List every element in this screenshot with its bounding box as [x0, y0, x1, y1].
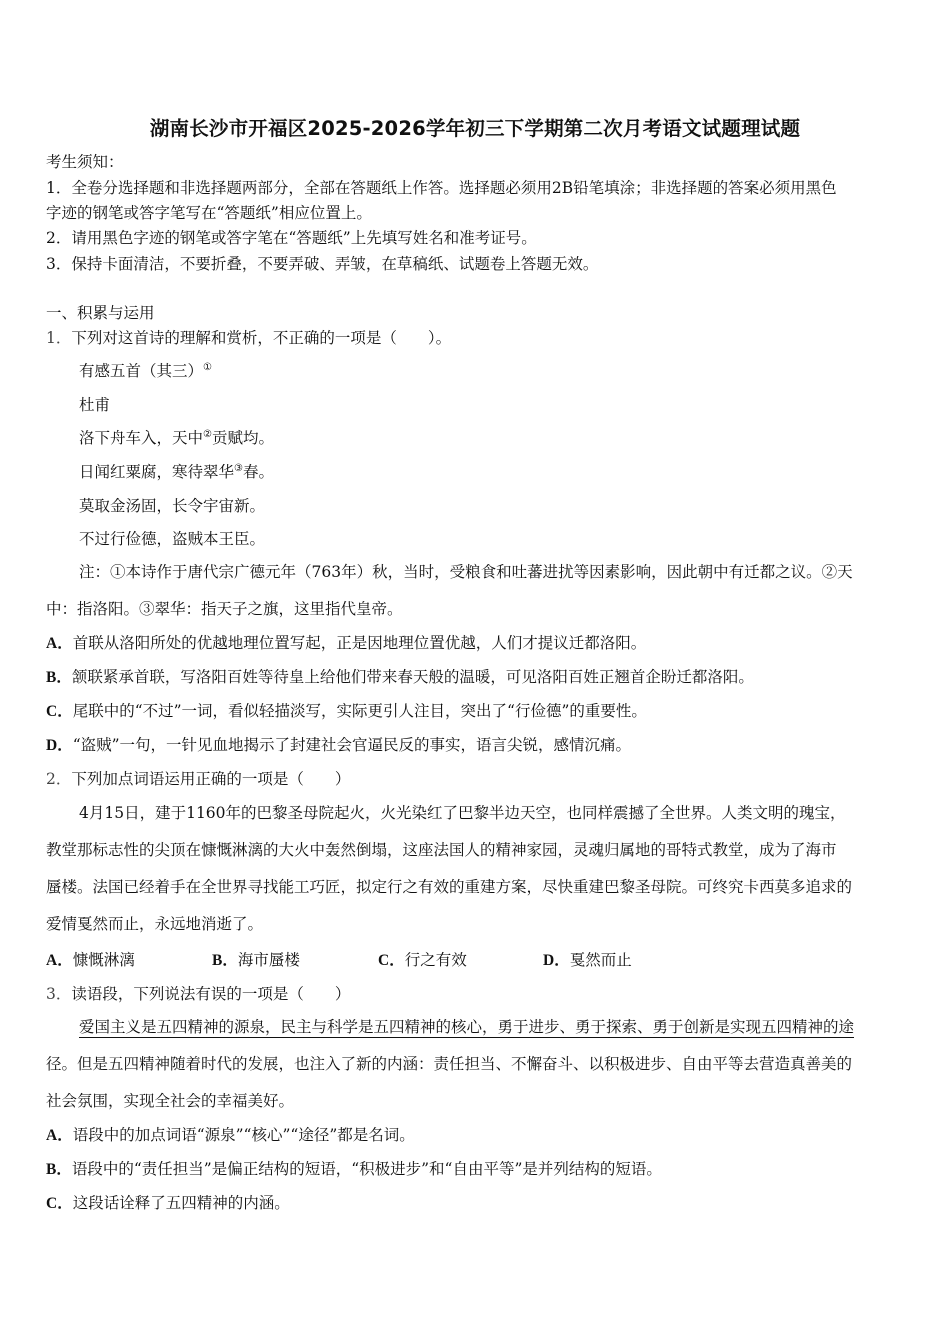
- question-text: 读语段，下列说法有误的一项是（ ）: [71, 985, 351, 1003]
- option-letter: B．: [46, 1161, 72, 1178]
- poem-line: 不过行俭德，盗贼本王臣。: [79, 530, 266, 548]
- option-letter: D．: [543, 952, 570, 969]
- poem-line: [79, 429, 274, 448]
- question-stem: [46, 770, 350, 789]
- passage-line: 教堂那标志性的尖顶在慷慨淋漓的大火中轰然倒塌，这座法国人的精神家园，灵魂归属地的哥特式教堂，成为了海市: [46, 841, 837, 859]
- option-letter: C．: [378, 952, 405, 969]
- underlined-clause: 民主与科学是五四精神的核心，: [280, 1018, 498, 1036]
- passage-line: 径。但是五四精神随着时代的发展，也注入了新的内涵：责任担当、不懈奋斗、以积极进步、自由平等去营造真善美的: [46, 1055, 853, 1073]
- option-text: 海市蜃楼: [237, 951, 300, 969]
- answer-option-d[interactable]: [543, 951, 632, 971]
- option-text: 语段中的“责任担当”是偏正结构的短语，“积极进步”和“自由平等”是并列结构的短语。: [71, 1160, 662, 1178]
- passage-line: 4月15日，建于1160年的巴黎圣母院起火，火光染红了巴黎半边天空，也同样震撼了全世界。人类文明的瑰宝，: [79, 804, 846, 822]
- passage-line: 蜃楼。法国已经着手在全世界寻找能工巧匠，拟定行之有效的重建方案，尽快重建巴黎圣母院。可终究卡西莫多追求的: [46, 878, 853, 896]
- poem-title: [79, 362, 212, 381]
- section-heading: 一、积累与运用: [46, 304, 155, 322]
- question-number: 1．: [46, 329, 72, 347]
- footnote-mark: ②: [203, 428, 212, 440]
- answer-option-b[interactable]: [46, 1160, 662, 1180]
- underlined-clause: 爱国主义是五四精神的源泉，: [79, 1018, 281, 1036]
- poem-line-text: 日闻红粟腐，寒待翠华: [79, 463, 235, 481]
- notice-item: 2．请用黑色字迹的钢笔或答字笔在“答题纸”上先填写姓名和准考证号。: [46, 229, 537, 247]
- footnote-mark: ③: [234, 462, 243, 474]
- option-text: 尾联中的“不过”一词，看似轻描淡写，实际更引人注目，突出了“行俭德”的重要性。: [72, 702, 647, 720]
- answer-option-a[interactable]: [46, 1126, 415, 1146]
- poem-note: 中：指洛阳。③翠华：指天子之旗，这里指代皇帝。: [46, 600, 403, 618]
- option-letter: C．: [46, 1195, 73, 1212]
- underlined-clause: 勇于进步、勇于探索、勇于创新是实现五四精神的途: [497, 1018, 855, 1036]
- answer-option-d[interactable]: [46, 736, 631, 756]
- notice-item: 字迹的钢笔或答字笔写在“答题纸”相应位置上。: [46, 204, 372, 222]
- option-text: 慷慨淋漓: [72, 951, 135, 969]
- option-text: 戛然而止: [569, 951, 632, 969]
- notice-item: 3．保持卡面清洁，不要折叠，不要弄破、弄皱，在草稿纸、试题卷上答题无效。: [46, 255, 599, 273]
- answer-option-c[interactable]: [378, 951, 467, 971]
- answer-option-b[interactable]: [46, 668, 754, 688]
- option-text: “盗贼”一句，一针见血地揭示了封建社会官逼民反的事实，语言尖锐，感情沉痛。: [72, 736, 632, 754]
- answer-option-a[interactable]: [46, 951, 135, 971]
- option-letter: A．: [46, 635, 73, 652]
- poem-author: 杜甫: [79, 396, 111, 414]
- question-text: 下列加点词语运用正确的一项是（ ）: [71, 770, 351, 788]
- question-stem: [46, 985, 350, 1004]
- option-letter: A．: [46, 952, 73, 969]
- question-text: 下列对这首诗的理解和赏析，不正确的一项是（ ）。: [71, 329, 452, 347]
- passage-line: 爱情戛然而止，永远地消逝了。: [46, 915, 264, 933]
- answer-option-c[interactable]: [46, 702, 647, 722]
- poem-line-text: 贡赋均。: [211, 429, 274, 447]
- exam-title: 湖南长沙市开福区2025-2026学年初三下学期第二次月考语文试题理试题: [149, 117, 801, 140]
- poem-line-text: 洛下舟车入，天中: [79, 429, 204, 447]
- notice-heading: 考生须知：: [46, 153, 124, 171]
- question-stem: [46, 329, 451, 348]
- option-text: 这段话诠释了五四精神的内涵。: [72, 1194, 290, 1212]
- option-letter: A．: [46, 1127, 73, 1144]
- option-letter: B．: [46, 669, 72, 686]
- option-text: 颔联紧承首联，写洛阳百姓等待皇上给他们带来春天般的温暖，可见洛阳百姓正翘首企盼迁都洛阳。: [71, 668, 754, 686]
- option-letter: D．: [46, 737, 73, 754]
- option-letter: C．: [46, 703, 73, 720]
- option-text: 语段中的加点词语“源泉”“核心”“途径”都是名词。: [72, 1126, 415, 1144]
- poem-line: [79, 463, 274, 482]
- passage-line: 社会氛围，实现全社会的幸福美好。: [46, 1092, 295, 1110]
- footnote-mark: ①: [203, 361, 212, 373]
- answer-option-c[interactable]: [46, 1194, 290, 1214]
- question-number: 2．: [46, 770, 72, 788]
- option-text: 行之有效: [404, 951, 467, 969]
- option-text: 首联从洛阳所处的优越地理位置写起，正是因地理位置优越，人们才提议迁都洛阳。: [72, 634, 647, 652]
- poem-note: 注：①本诗作于唐代宗广德元年（763年）秋，当时，受粮食和吐蕃进扰等因素影响，因此朝中有迁都之议。②天: [79, 563, 853, 581]
- question-number: 3．: [46, 985, 72, 1003]
- answer-option-b[interactable]: [212, 951, 300, 971]
- passage-line: [79, 1018, 854, 1037]
- answer-option-a[interactable]: [46, 634, 646, 654]
- poem-line-text: 春。: [242, 463, 274, 481]
- poem-title-text: 有感五首（其三）: [79, 362, 204, 380]
- notice-item: 1．全卷分选择题和非选择题两部分，全部在答题纸上作答。选择题必须用2B铅笔填涂；非选择题的答案必须用黑色: [46, 179, 837, 197]
- poem-line: 莫取金汤固，长令宇宙新。: [79, 497, 266, 515]
- option-letter: B．: [212, 952, 238, 969]
